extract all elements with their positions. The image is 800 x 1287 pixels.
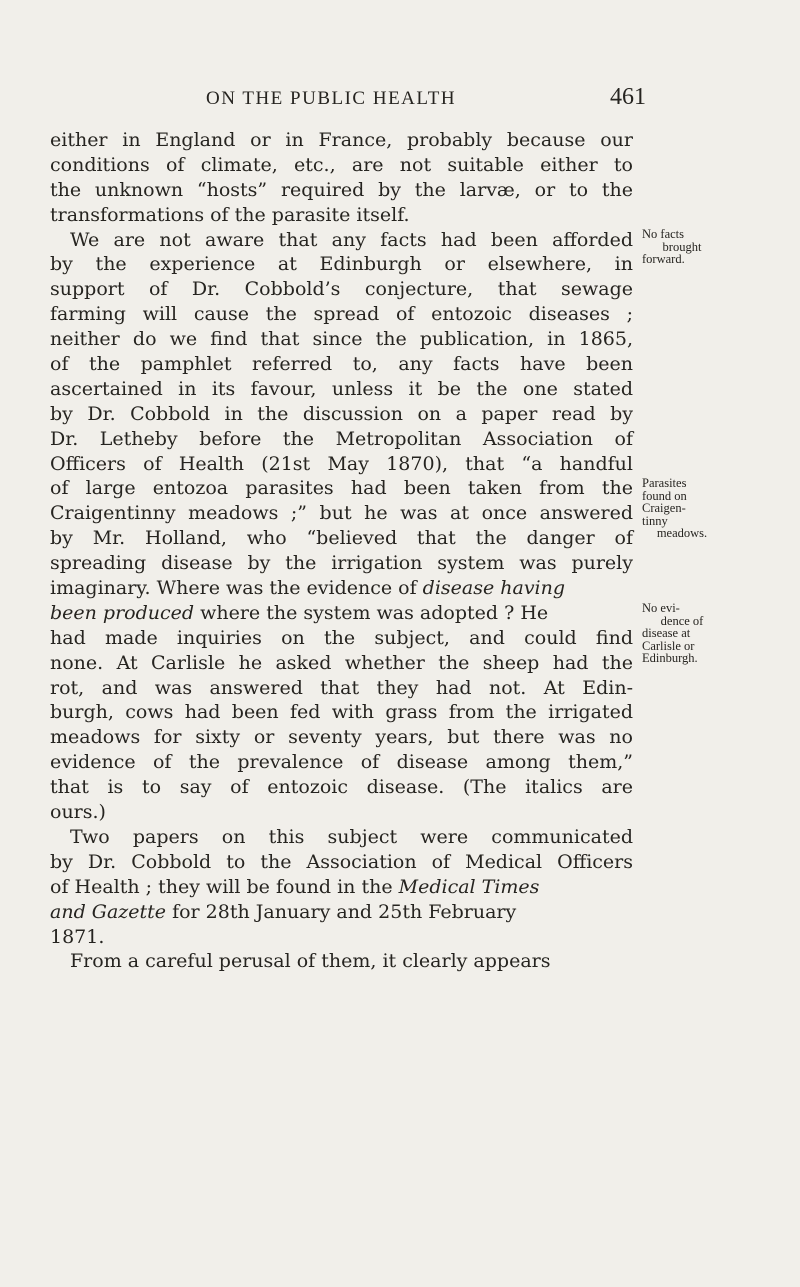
italic-phrase: been produced — [50, 601, 195, 624]
side-note-line: found on — [642, 488, 687, 503]
side-note-line: Carlisle or — [642, 638, 695, 653]
text-line: that is to say of entozoic disease. (The italics are — [50, 776, 633, 799]
text-line: ours.) — [50, 801, 106, 824]
side-note-no-facts — [642, 228, 722, 266]
text-line — [50, 875, 633, 900]
side-note-line: brought — [662, 239, 702, 254]
text-line: Officers of Health (21st May 1870), that “a handful — [50, 452, 633, 475]
text-line: by the experience at Edinburgh or elsewhere, in — [50, 253, 633, 276]
text-line: evidence of the prevalence of disease among them,” — [50, 751, 633, 774]
text-line: of large entozoa parasites had been taken from the — [50, 477, 633, 500]
side-note-line: No facts — [642, 227, 684, 241]
text-line: farming will cause the spread of entozoic diseases ; — [50, 303, 633, 326]
text-line: either in England or in France, probably because our — [50, 129, 633, 151]
text-line: burgh, cows had been fed with grass from the irrigated — [50, 701, 633, 724]
text-line: the unknown “hosts” required by the larvæ, or to the — [50, 178, 633, 201]
side-note-line: meadows. — [656, 526, 708, 540]
side-note-line: Edinburgh. — [642, 651, 698, 665]
italic-title: Medical Times — [398, 875, 540, 898]
text-line: Dr. Letheby before the Metropolitan Association of — [50, 427, 633, 450]
text-line: transformations of the parasite itself. — [50, 203, 410, 226]
text-line: by Mr. Holland, who “believed that the danger of — [50, 527, 633, 550]
text-line — [50, 601, 633, 626]
side-note-parasites — [642, 477, 722, 540]
italic-phrase: disease having — [422, 577, 566, 600]
text-line: neither do we find that since the publication, in 1865, — [50, 328, 633, 351]
text-segment: of Health ; they will be found in the — [50, 875, 393, 898]
italic-title: and Gazette — [50, 900, 167, 923]
text-line — [50, 576, 633, 601]
side-note-line: No evi- — [642, 601, 680, 615]
page-number: 461 — [610, 84, 646, 110]
text-line: by Dr. Cobbold to the Association of Medical Officers — [50, 850, 633, 873]
text-line: Two papers on this subject were communicated — [70, 825, 633, 848]
side-note-line: forward. — [642, 252, 685, 266]
side-note-line: tinny — [642, 513, 668, 528]
text-line: none. At Carlisle he asked whether the sheep had the — [50, 651, 633, 674]
text-line: had made inquiries on the subject, and could find — [50, 626, 633, 649]
text-segment: imaginary. Where was the evidence of — [50, 577, 417, 600]
text-line: From a careful perusal of them, it clearly appears — [70, 950, 551, 973]
text-line: meadows for sixty or seventy years, but there was no — [50, 726, 633, 749]
text-line: 1871. — [50, 925, 105, 948]
text-line: conditions of climate, etc., are not suitable either to — [50, 153, 633, 176]
text-line: support of Dr. Cobbold’s conjecture, that sewage — [50, 278, 633, 301]
text-line: Craigentinny meadows ;” but he was at once answered — [50, 502, 633, 525]
side-note-line: Parasites — [642, 476, 687, 490]
text-line: We are not aware that any facts had been afforded — [70, 228, 633, 251]
body-text — [50, 128, 633, 974]
text-line: of the pamphlet referred to, any facts have been — [50, 353, 633, 376]
page-header — [206, 86, 646, 116]
text-segment: where the system was adopted ? He — [194, 601, 549, 624]
text-line — [50, 900, 633, 925]
text-line: rot, and was answered that they had not. At Edin- — [50, 676, 633, 699]
text-line: by Dr. Cobbold in the discussion on a paper read by — [50, 402, 633, 425]
side-note-no-evidence — [642, 602, 722, 665]
side-note-line: dence of — [660, 613, 704, 628]
side-note-line: disease at — [642, 626, 691, 640]
side-note-line: Craigen- — [642, 501, 686, 515]
text-line: ascertained in its favour, unless it be the one stated — [50, 377, 633, 400]
running-title: ON THE PUBLIC HEALTH — [206, 88, 457, 109]
text-segment: for 28th January and 25th February — [166, 900, 517, 923]
text-line: spreading disease by the irrigation system was purely — [50, 552, 633, 575]
